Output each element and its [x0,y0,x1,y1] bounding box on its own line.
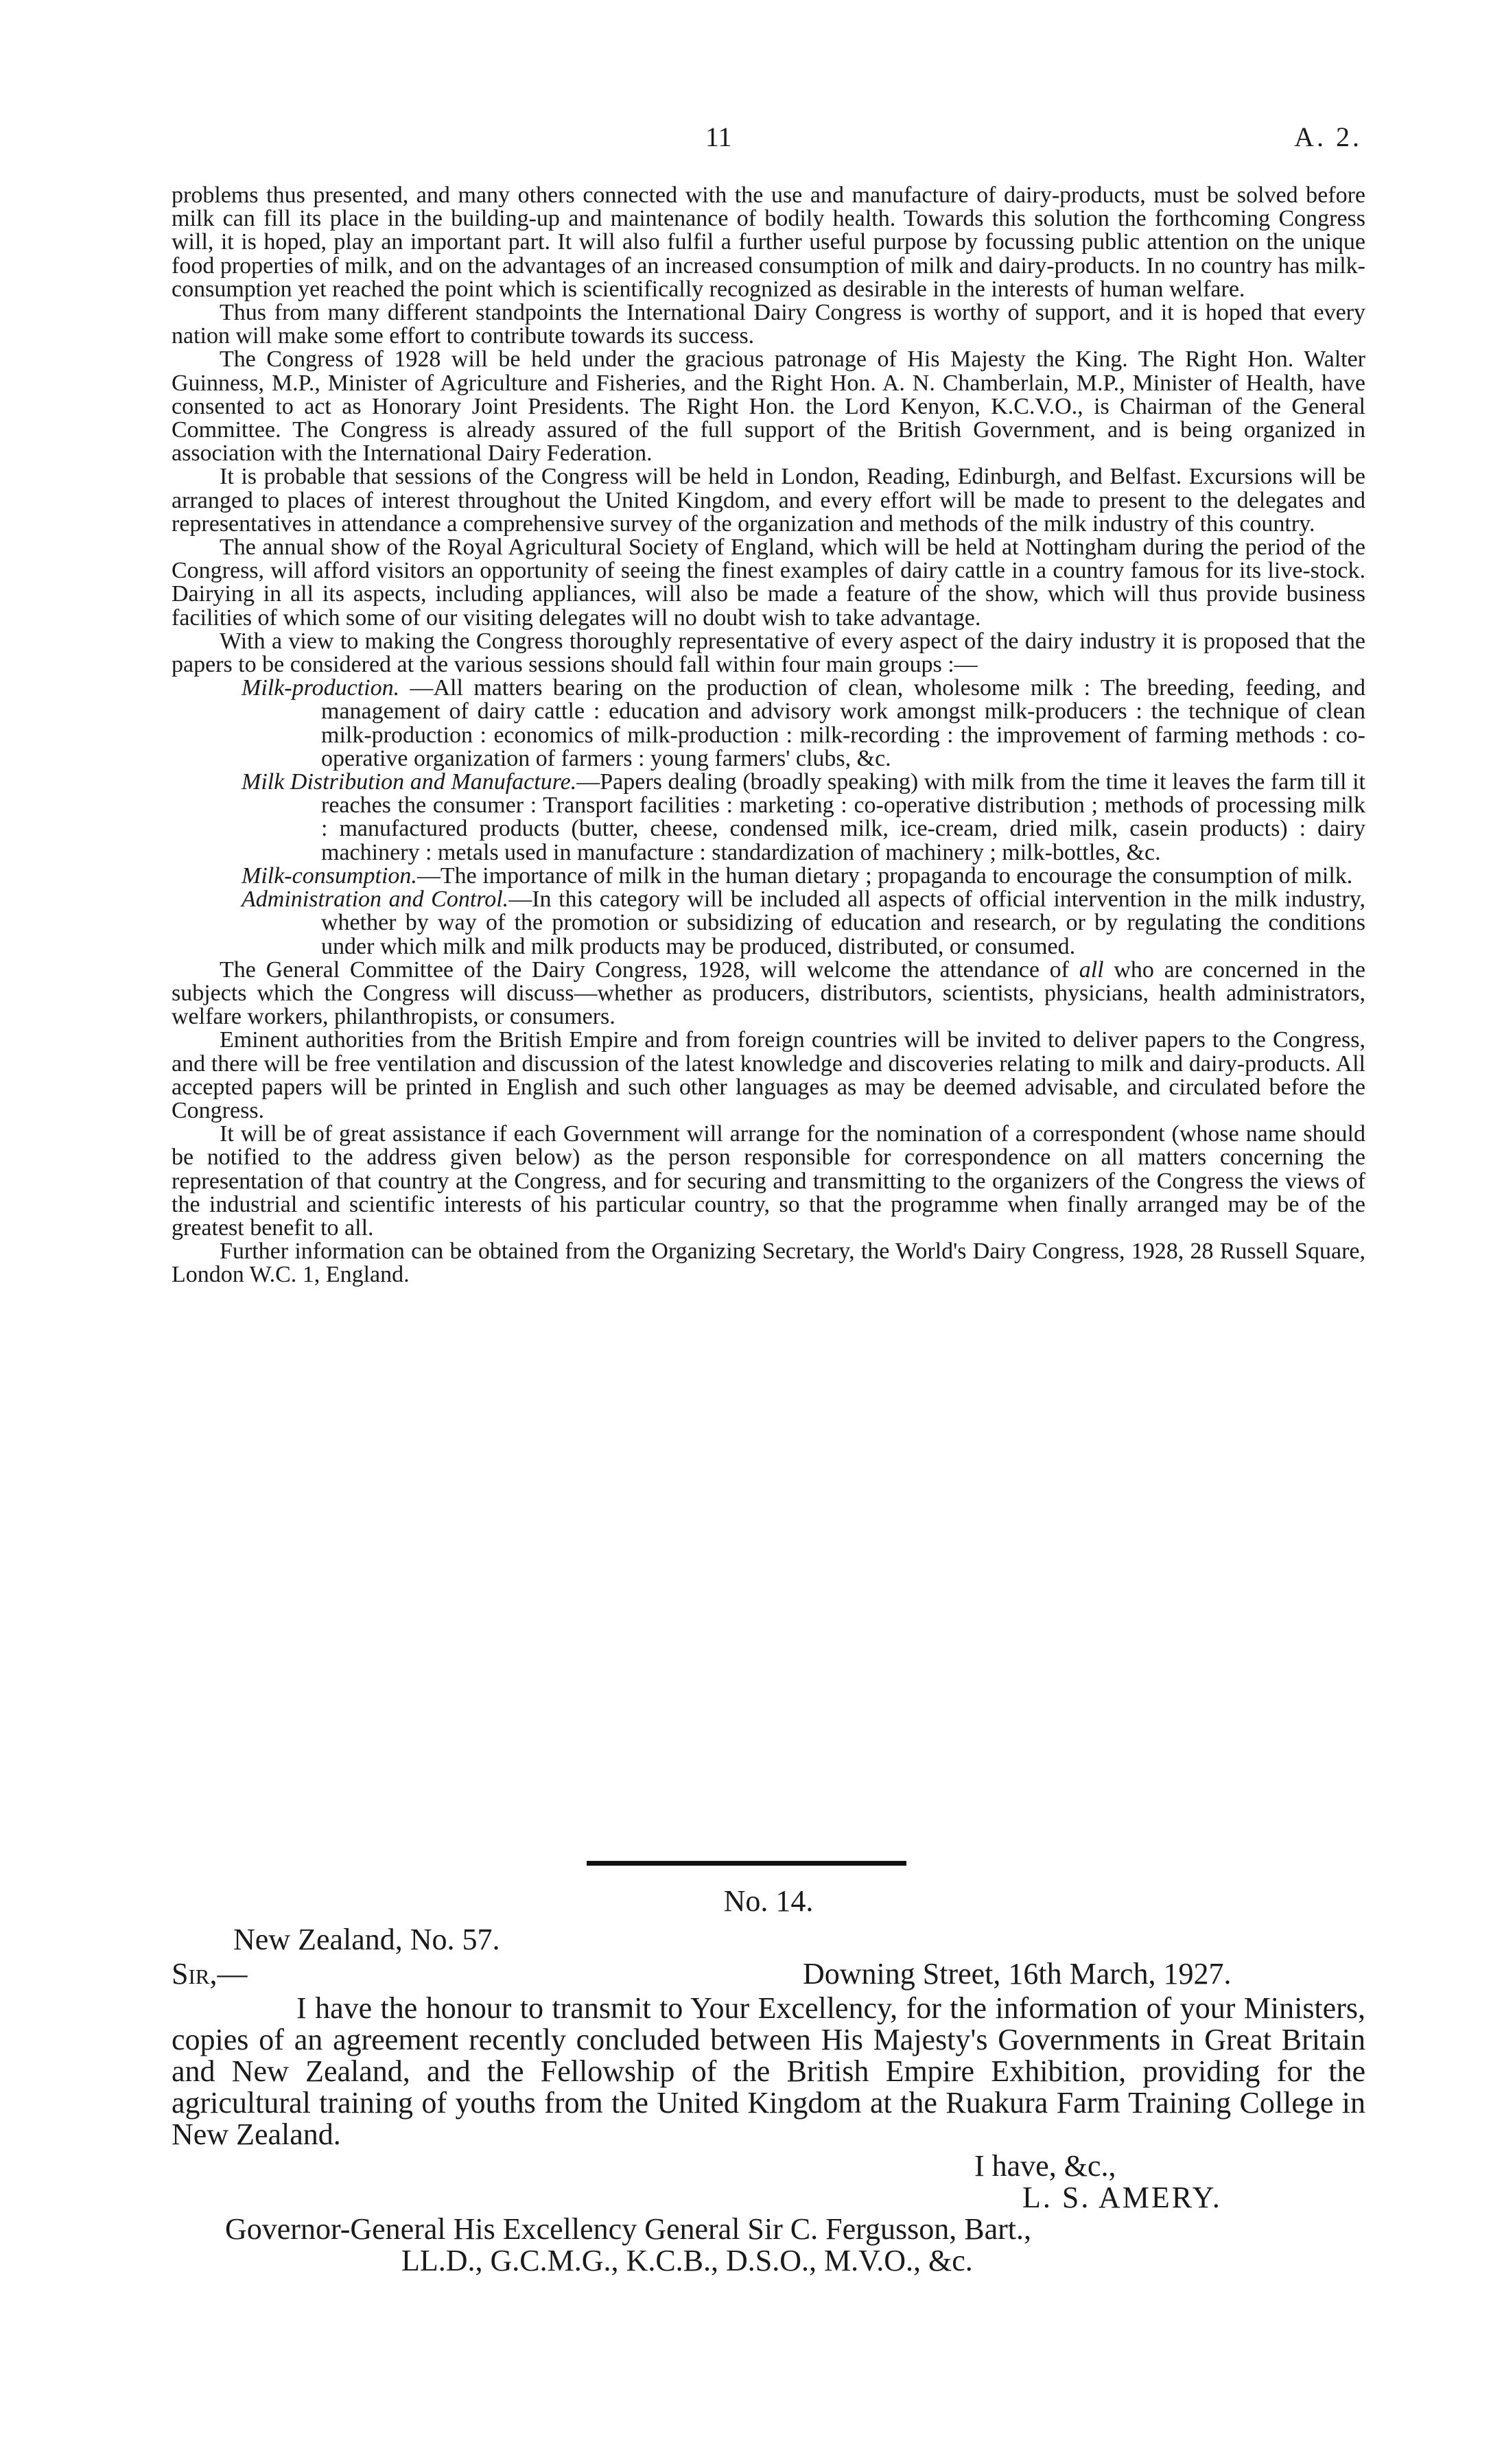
addressee: Governor-General His Excellency General Sir C. Fergusson, Bart., [225,2212,1031,2246]
dispatch-letter [172,1880,1365,2277]
recipient-reference: New Zealand, No. 57. [233,1923,500,1956]
closing: I have, &c., [974,2149,1116,2183]
group-text: —In this category will be included all aspects of official intervention in the milk industry, whether by way of the promotion or subsidizing of education and research, or by regulating the conditions under which milk and milk products may be produced, distributed, or consumed. [321,887,1365,959]
letter-number: No. 14. [723,1884,814,1918]
letter-body: I have the honour to transmit to Your Excellency, for the information of your Ministers, copies of an agreement recently concluded between His Majesty's Governments in Great Britain and New Zealand, and the Fellowship of the British Empire Exhibition, providing for the agricultural training of youths from the United Kingdom at the Ruakura Farm Training College in New Zealand. [172,1991,1365,2151]
date-line: Downing Street, 16th March, 1927. [803,1957,1232,1991]
paragraph: Thus from many different standpoints the International Dairy Congress is worthy of support, and it is hoped that every nation will make some effort to contribute towards its success. [172,300,1365,349]
addressee-continued: LL.D., G.C.M.G., K.C.B., D.S.O., M.V.O., &c. [401,2244,973,2277]
group-title: Milk-consumption. [242,863,417,889]
list-item [172,865,1365,888]
salutation-row [172,1958,1365,1993]
group-title: Milk Distribution and Manufacture. [242,769,577,795]
signature: L. S. AMERY. [1022,2181,1222,2214]
page-header [0,121,1491,162]
list-item [172,888,1365,959]
paper-reference: A. 2. [1294,121,1362,152]
group-text: —All matters bearing on the production of clean, wholesome milk : The breeding, feeding, and management of dairy cattle : education and advisory work amongst milk-producers : the technique of clean milk-production : economics of milk-production : milk-recording : the improvement of farming methods : co-operative organization of farmers : young farmers' clubs, &c. [321,675,1365,771]
paragraph [172,959,1365,1029]
paragraph: It will be of great assistance if each Government will arrange for the nomination of a correspondent (whose name should be notified to the address given below) as the person responsible for correspondence on all matters concerning the representation of that country at the Congress, and for securing and transmitting to the organizers of the Congress the views of the industrial and scientific interests of his particular country, so that the programme when finally arranged may be of the greatest benefit to all. [172,1121,1365,1241]
group-text: —Papers dealing (broadly speaking) with milk from the time it leaves the farm till it reaches the consumer : Transport facilities : marketing : co-operative distribution ; methods of processing milk : manufactured products (butter, cheese, condensed milk, ice-cream, dried milk, casein products) : dairy machinery : metals used in manufacture : standardization of machinery ; milk-bottles, &c. [321,769,1365,865]
paragraph: The annual show of the Royal Agricultural Society of England, which will be held at Nottingham during the period of the Congress, will afford visitors an opportunity of seeing the finest examples of dairy cattle in a country famous for its live-stock. Dairying in all its aspects, including appliances, will also be made a feature of the show, which will thus provide business facilities of which some of our visiting delegates will no doubt wish to take advantage. [172,535,1365,631]
paragraph: It is probable that sessions of the Congress will be held in London, Reading, Edinburgh, and Belfast. Excursions will be arranged to places of interest throughout the United Kingdom, and every effort will be made to present to the delegates and representatives in attendance a comprehensive survey of the organization and methods of the milk industry of this country. [172,464,1365,537]
paragraph: With a view to making the Congress thoroughly representative of every aspect of the dairy industry it is proposed that the papers to be considered at the various sessions should fall within four main groups :— [172,628,1365,678]
section-divider [587,1861,906,1866]
group-title: Administration and Control. [242,887,509,913]
list-item [172,677,1365,771]
congress-text [172,184,1365,1287]
paper-groups-list [172,677,1365,958]
text-run: who are concerned in the subjects which the Congress will discuss—whether as producers, distributors, scientists, physicians, health administrators, welfare workers, philanthropists, or consumers. [172,957,1365,1030]
group-text: —The importance of milk in the human dietary ; propaganda to encourage the consumption of milk. [416,863,1353,889]
emphasis-text: all [1079,957,1104,983]
salutation: Sir,— [172,1957,248,1991]
paragraph: The Congress of 1928 will be held under the gracious patronage of His Majesty the King. The Right Hon. Walter Guinness, M.P., Minister of Agriculture and Fisheries, and the Right Hon. A. N. Chamberlain, M.P., Minister of Health, have consented to act as Honorary Joint Presidents. The Right Hon. the Lord Kenyon, K.C.V.O., is Chairman of the General Committee. The Congress is already assured of the full support of the British Government, and is being organized in association with the International Dairy Federation. [172,347,1365,467]
paragraph: Eminent authorities from the British Empire and from foreign countries will be invited to deliver papers to the Congress, and there will be free ventilation and discussion of the latest knowledge and discoveries relating to milk and dairy-products. All accepted papers will be printed in English and such other languages as may be deemed advisable, and circulated before the Congress. [172,1027,1365,1123]
page-number: 11 [705,121,732,152]
paragraph: problems thus presented, and many others connected with the use and manufacture of dairy-products, must be solved before milk can fill its place in the building-up and maintenance of bodily health. Towards this solution the forthcoming Congress will, it is hoped, play an important part. It will also fulfil a further useful purpose by focussing public attention on the unique food properties of milk, and on the advantages of an increased consumption of milk and dairy-products. In no country has milk-consumption yet reached the point which is scientifically recognized as desirable in the interests of human welfare. [172,183,1365,302]
paragraph: Further information can be obtained from the Organizing Secretary, the World's Dairy Congress, 1928, 28 Russell Square, London W.C. 1, England. [172,1239,1365,1288]
text-run: The General Committee of the Dairy Congress, 1928, will welcome the attendance of [220,957,1079,983]
group-title: Milk-production. [242,675,400,701]
list-item [172,771,1365,865]
